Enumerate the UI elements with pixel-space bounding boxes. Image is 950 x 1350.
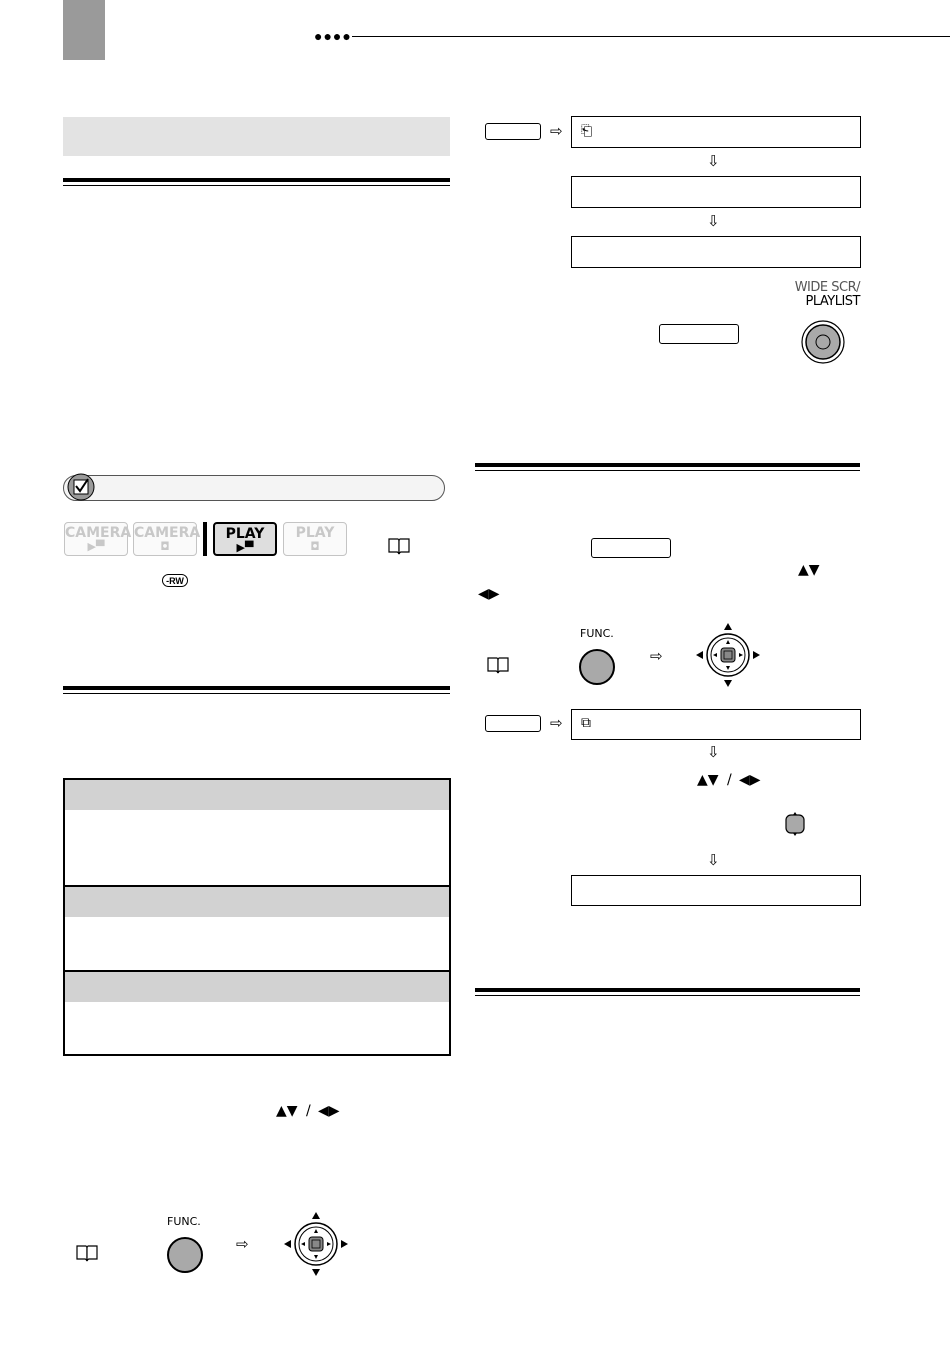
menu-step-box (571, 116, 861, 148)
arrow-right-icon: ⇨ (550, 123, 563, 140)
joystick-icon (695, 622, 761, 688)
section-rule-1 (63, 178, 450, 186)
wide-scr-playlist-label (776, 281, 860, 309)
section-rule-2 (63, 686, 450, 694)
arrow-down-icon: ⇩ (707, 153, 720, 170)
menu-step-box (571, 176, 861, 208)
mode-play-movie (213, 522, 277, 556)
mode-camera-photo-label: CAMERA (134, 525, 201, 541)
movie-icon: ▶▀ (87, 540, 105, 553)
camera-icon: ◘ (160, 540, 170, 553)
table-row-header (65, 780, 449, 810)
section-rule-3 (475, 463, 860, 471)
mode-play-movie-label: PLAY (225, 526, 265, 542)
mode-play-photo (283, 522, 347, 556)
table-row-header (65, 972, 449, 1002)
chapter-tab (63, 0, 105, 60)
mode-separator (203, 522, 207, 556)
camera-icon: ◘ (310, 540, 320, 553)
menu-step-box (571, 875, 861, 906)
wide-scr-label: WIDE SCR/ (794, 280, 860, 295)
book-icon (388, 537, 410, 555)
up-down-arrows-icon: ▲▼ (697, 772, 719, 788)
left-right-arrows-icon: ◀▶ (318, 1103, 340, 1119)
arrow-down-icon: ⇩ (707, 852, 720, 869)
func-label: FUNC. (580, 627, 614, 640)
menu-step-box (571, 709, 861, 740)
button-label-box (659, 324, 739, 344)
check-bar (63, 475, 445, 501)
joystick-press-icon (784, 812, 806, 836)
arrow-right-icon: ⇨ (650, 648, 663, 665)
func-button-icon (167, 1237, 203, 1273)
up-down-arrows-icon: ▲▼ (276, 1103, 298, 1119)
mode-camera-movie (64, 522, 132, 556)
book-icon (487, 656, 509, 674)
dvd-rw-badge: -RW (162, 574, 188, 587)
move-scene-icon: ⧉ (581, 715, 591, 731)
left-right-arrows-icon: ◀▶ (739, 772, 761, 788)
menu-label-box (485, 123, 541, 140)
table-row-header (65, 887, 449, 917)
joystick-icon (283, 1211, 349, 1277)
checkmark-icon (66, 472, 96, 502)
option-table (63, 778, 451, 1056)
left-right-arrows-icon: ◀▶ (478, 586, 500, 602)
edit-icon: ⎗ (581, 123, 593, 139)
section-rule-4 (475, 988, 860, 996)
arrow-separator: / (727, 772, 732, 788)
playlist-label: PLAYLIST (805, 294, 860, 309)
mode-camera-photo (133, 522, 201, 556)
up-down-arrows-icon: ▲▼ (798, 562, 820, 578)
func-label: FUNC. (167, 1215, 201, 1228)
menu-label-box (485, 715, 541, 732)
header-rule (352, 36, 950, 37)
func-button-icon (579, 649, 615, 685)
button-label-box (591, 538, 671, 558)
arrow-right-icon: ⇨ (236, 1236, 249, 1253)
arrow-right-icon: ⇨ (550, 715, 563, 732)
movie-icon: ▶▀ (236, 541, 254, 554)
menu-step-box (571, 236, 861, 268)
arrow-down-icon: ⇩ (707, 744, 720, 761)
header-dots: ●●●● (314, 28, 352, 44)
playlist-button-icon (801, 320, 845, 364)
arrow-separator: / (306, 1103, 311, 1119)
arrow-down-icon: ⇩ (707, 213, 720, 230)
mode-camera-movie-label: CAMERA (65, 525, 132, 541)
book-icon (76, 1244, 98, 1262)
mode-play-photo-label: PLAY (295, 525, 335, 541)
section-title-bar (63, 117, 450, 156)
